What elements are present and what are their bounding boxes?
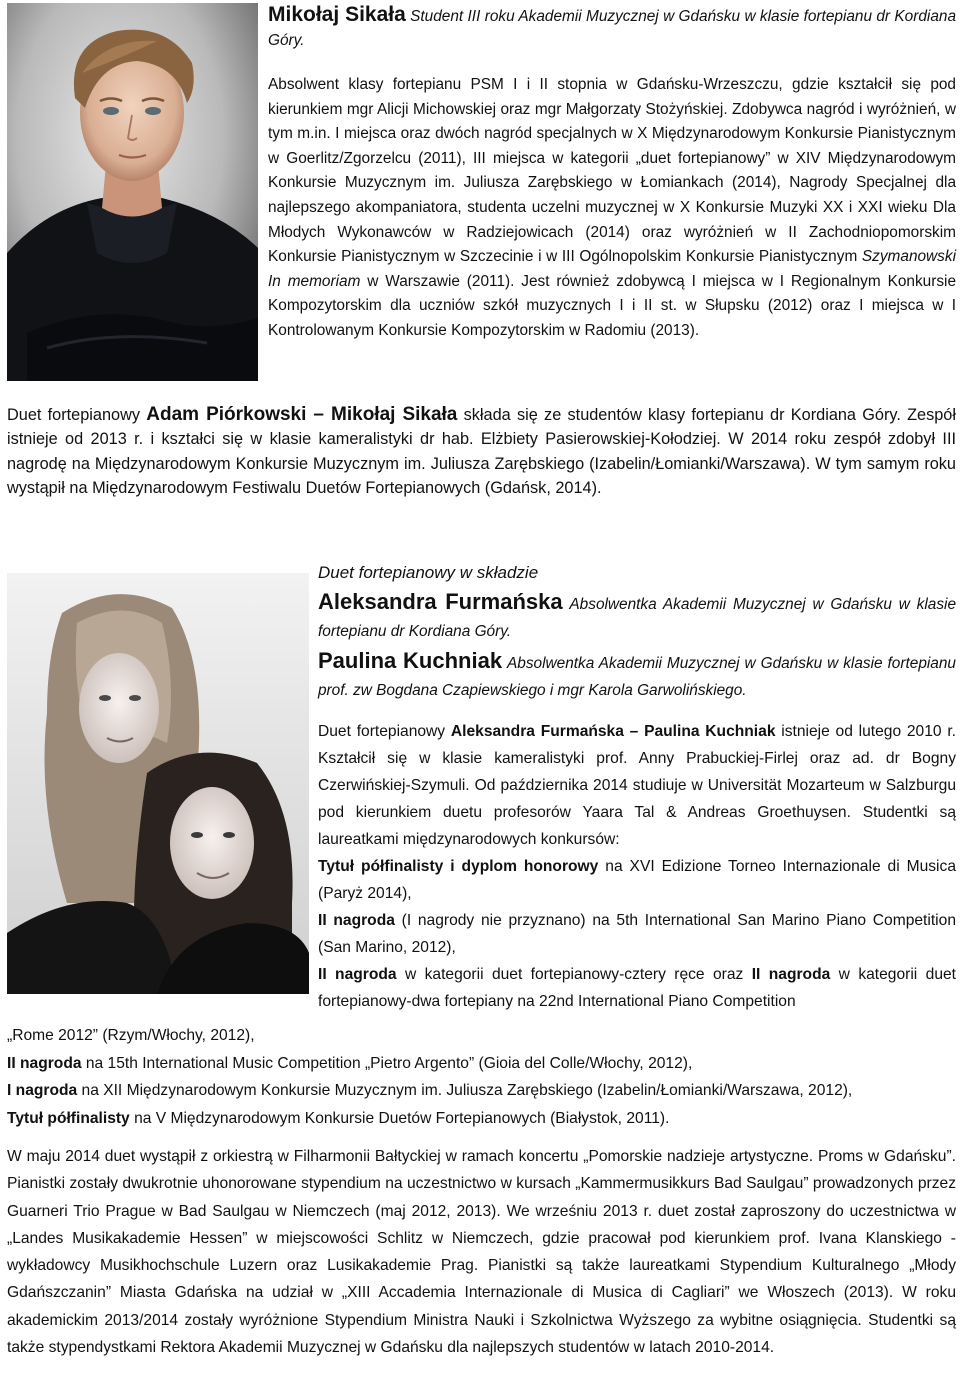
duo-member-name: Adam Piórkowski (146, 404, 307, 425)
award-item-continued (7, 1022, 956, 1050)
competition-title-italic: Szymanowski In memoriam (268, 248, 956, 290)
award-text: w kategorii duet fortepianowy-dwa fortepiany na 22nd International Piano Competition (318, 966, 957, 1010)
portrait-photo-mikolaj (7, 3, 258, 381)
award-item (7, 1105, 956, 1133)
person-subtitle: Student III roku Akademii Muzycznej w Gdańsku w klasie fortepianu dr Kordiana Góry. (268, 8, 956, 49)
award-text: na XVI Edizione Torneo Internazionale di Musica (Paryż 2014), (318, 858, 956, 902)
portrait-photo-duo-women (7, 573, 309, 994)
desc-text: Duet fortepianowy (318, 723, 451, 740)
award-title: I nagroda (7, 1082, 78, 1099)
award-text: (I nagrody nie przyznano) na 5th International San Marino Piano Competition (San Marino, 2012), (318, 912, 956, 956)
award-text: na 15th International Music Competition „Pietro Argento” (Gioia del Colle/Włochy, 2012), (81, 1054, 693, 1072)
bio-text-part: w Warszawie (2011). Jest również zdobywcą I miejsca w I Regionalnym Konkursie Kompozytorskim dla uczniów szkół muzycznych I i II st. w Słupsku (2012) oraz I miejsca w I Kontrolowanym Konkursie Kompozytorskim w Radomiu (2013). (268, 272, 957, 339)
award-text: „Rome 2012” (Rzym/Włochy, 2012), (7, 1027, 255, 1044)
final-paragraph (7, 1143, 956, 1361)
award-text: na XII Międzynarodowym Konkursie Muzycznym im. Juliusza Zarębskiego (Izabelin/Łomianki/Warszawa, 2012), (77, 1082, 853, 1099)
duo-text: składa się ze studentów klasy fortepianu dr Kordiana Góry. Zespół istnieje od 2013 r. i kształci się w klasie kameralistyki dr hab. Elżbiety Pasierowskiej-Kołodziej. W 2014 roku zespół zdobył III nagrodę na Międzynarodowym Konkursie Muzycznym im. Juliusza Zarębskiego (Izabelin/Łomianki/Warszawa). W tym samym roku wystąpił na Międzynarodowym Festiwalu Duetów Fortepianowych (Gdańsk, 2014). (7, 406, 956, 498)
award-title: II nagroda (318, 912, 395, 929)
award-item (7, 1050, 956, 1078)
awards-list-continued (7, 1022, 956, 1132)
award-item (318, 907, 956, 961)
award-text: na V Międzynarodowym Konkursie Duetów Fortepianowych (Białystok, 2011). (129, 1109, 670, 1127)
member-desc: Absolwentka Akademii Muzycznej w Gdańsku w klasie fortepianu prof. zw Bogdana Czapiewskiego i mgr Karola Garwolińskiego. (318, 655, 956, 699)
award-title: II nagroda (318, 966, 397, 983)
award-text: w kategorii duet fortepianowy-cztery ręce oraz (396, 966, 752, 983)
award-title: Tytuł półfinalisty i dyplom honorowy (318, 858, 599, 875)
duo-paragraph-piorkowski-sikala (7, 403, 956, 501)
final-text: W maju 2014 duet wystąpił z orkiestrą w Filharmonii Bałtyckiej w ramach koncertu „Pomorskie nadzieje artystyczne. Proms w Gdańsku”. Pianistki zostały dwukrotnie uhonorowane stypendium na uczestnictwo w kursach „Kammermusikkurs Bad Saulgau” prowadzonych przez Guarneri Trio Prague w Bad Saulgau w Niemczech (maj 2012, 2013). We wrześniu 2013 r. duet został zaproszony do uczestnictwa w „Landes Musikakademie Hessen” w miejscowości Schlitz w Niemczech, gdzie pracował pod kierunkiem prof. Ivana Klanskiego - wykładowcy Musikhochschule Luzern oraz Lusikakademie Prag. Pianistki są także laureatkami Stypendium Kulturalnego „Młody Gdańszczanin” Miasta Gdańska na udział w „XIII Accademia Internazionale di Musica di Cagliari” we Włoszech (2013). W roku akademickim 2013/2014 zostały wyróżnione Stypendium Ministra Nauki i Szkolnictwa Wyższego za wybitne osiągnięcia. Studentki są także stypendystkami Rektora Akademii Muzycznej w Gdańsku dla najlepszych studentów w latach 2010-2014. (7, 1148, 956, 1357)
bio-paragraph (268, 73, 956, 344)
bio-section-mikolaj (268, 3, 956, 344)
award-item (318, 961, 956, 1015)
award-title: Tytuł półfinalisty (7, 1109, 130, 1127)
award-item (318, 853, 956, 907)
award-title: II nagroda (7, 1054, 82, 1072)
duo-names-bold: Aleksandra Furmańska – Paulina Kuchniak (450, 723, 776, 740)
award-item (7, 1077, 956, 1105)
member-entry (318, 588, 956, 645)
duo-dash: – (306, 404, 332, 425)
member-name: Aleksandra Furmańska (318, 589, 563, 614)
bio-section-duo-furmanska-kuchniak (318, 560, 956, 1015)
desc-text: istnieje od lutego 2010 r. Kształcił się w klasie kameralistyki prof. Anny Prabuckiej-Firlej oraz ad. dr Bogny Czerwińskiej-Szymuli. Od października 2014 studiuje w Universität Mozarteum w Salzburgu pod kierunkiem duetu profesorów Yaara Tal & Andreas Groethuysen. Studentki są laureatkami międzynarodowych konkursów: (318, 723, 956, 848)
person-name-heading: Mikołaj Sikała (268, 3, 406, 26)
member-desc: Absolwentka Akademii Muzycznej w Gdańsku w klasie fortepianu dr Kordiana Góry. (318, 596, 957, 640)
duo-text: Duet fortepianowy (7, 406, 147, 424)
duo-intro: Duet fortepianowy w składzie (318, 563, 539, 582)
duo-member-name: Mikołaj Sikała (331, 404, 458, 425)
duo-description (318, 718, 956, 1015)
member-name: Paulina Kuchniak (318, 648, 503, 673)
award-title: II nagroda (751, 966, 831, 983)
bio-text-part: Absolwent klasy fortepianu PSM I i II stopnia w Gdańsku-Wrzeszczu, gdzie kształcił się pod kierunkiem mgr Alicji Michowskiej oraz mgr Małgorzaty Stożyńskiej. Zdobywca nagród i wyróżnień, w tym m.in. I miejsca oraz dwóch nagród specjalnych w X Międzynarodowym Konkursie Pianistycznym w Goerlitz/Zgorzelcu (2011), III miejsca w kategorii „duet fortepianowy” w XIV Międzynarodowym Konkursie Muzycznym im. Juliusza Zarębskiego w Łomiankach (2014), Nagrody Specjalnej dla najlepszego akompaniatora, studenta uczelni muzycznej w X Konkursie Muzyki XX i XXI wieku Dla Młodych Wykonawców w Radziejowicach (2014) oraz wyróżnień w II Zachodniopomorskim Konkursie Pianistycznym w Szczecinie i w III Ogólnopolskim Konkursie Pianistycznym (268, 76, 956, 266)
member-entry (318, 647, 956, 704)
